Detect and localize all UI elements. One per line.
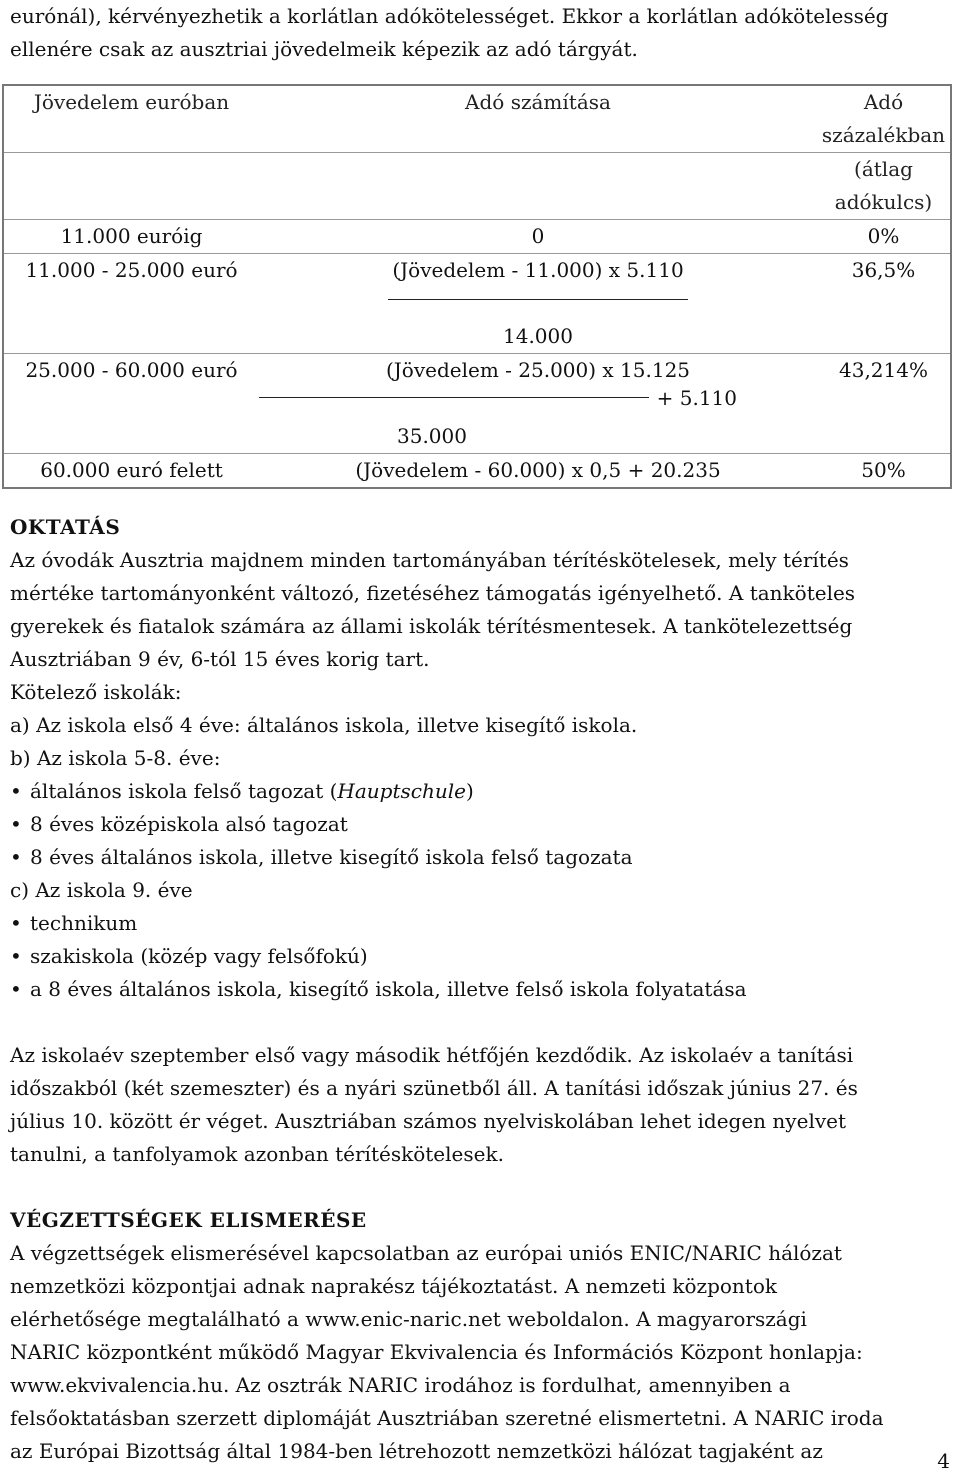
header-income: Jövedelem euróban [3, 85, 259, 153]
row-calc [259, 254, 817, 288]
text-line: időszakból (két szemeszter) és a nyári szünetből áll. A tanítási időszak június 27. és [10, 1076, 858, 1100]
list-item: • 8 éves általános iskola, illetve kisegítő iskola felső tagozata [10, 841, 950, 874]
table-row [3, 254, 951, 288]
table-row [3, 454, 951, 489]
iskolaev-paragraph [10, 1039, 950, 1171]
text-line: mértéke tartományonként változó, fizetéséhez támogatás igényelhető. A tanköteles [10, 581, 856, 605]
row-pct: 0% [817, 220, 951, 254]
text-line: gyerekek és fiatalok számára az állami iskolák térítésmentesek. A tankötelezettség [10, 614, 853, 638]
row-calc-denominator: 35.000 [259, 420, 817, 454]
text-line: tanulni, a tanfolyamok azonban térítéskötelesek. [10, 1142, 504, 1166]
table-header-row-2 [3, 153, 951, 220]
list-a: a) Az iskola első 4 éve: általános iskola, illetve kisegítő iskola. [10, 713, 638, 737]
row-income: 11.000 - 25.000 euró [25, 258, 238, 282]
row-pct: 43,214% [839, 358, 928, 382]
header-pct [817, 85, 951, 153]
row-income: 60.000 euró felett [3, 454, 259, 489]
list-item: • általános iskola felső tagozat (Hauptschule) [10, 775, 950, 808]
section-heading-oktatas: OKTATÁS [10, 515, 121, 539]
text-line: július 10. között ér véget. Ausztriában számos nyelviskolában lehet idegen nyelvet [10, 1109, 847, 1133]
intro-line-1: eurónál), kérvényezhetik a korlátlan adókötelességet. Ekkor a korlátlan adókötelesség [10, 4, 889, 28]
list-c: c) Az iskola 9. éve [10, 878, 193, 902]
header-pct-line1: Adó százalékban [821, 90, 946, 147]
row-income: 11.000 euróig [3, 220, 259, 254]
row-calc: 0 [259, 220, 817, 254]
oktatas-paragraph [10, 544, 950, 676]
table-row [3, 354, 951, 388]
text-line: Az óvodák Ausztria majdnem minden tartományában térítéskötelesek, mely térítés [10, 548, 849, 572]
text-line: NARIC központként működő Magyar Ekvivalencia és Információs Központ honlapja: [10, 1340, 863, 1364]
fraction-line [259, 386, 737, 410]
row-pct: 36,5% [851, 258, 916, 282]
text-line: az Európai Bizottság által 1984-ben létrehozott nemzetközi hálózat tagjaként az [10, 1439, 823, 1463]
row-pct: 50% [817, 454, 951, 489]
text-line: Ausztriában 9 év, 6-tól 15 éves korig tart. [10, 647, 430, 671]
text-line: elérhetősége megtalálható a www.enic-naric.net weboldalon. A magyarországi [10, 1307, 807, 1331]
header-calc: Adó számítása [259, 85, 817, 153]
intro-line-2: ellenére csak az ausztriai jövedelmeik képezik az adó tárgyát. [10, 37, 638, 61]
text-line: Az iskolaév szeptember első vagy második hétfőjén kezdődik. Az iskolaév a tanítási [10, 1043, 854, 1067]
hauptschule-italic: Hauptschule [337, 779, 466, 803]
table-header-row [3, 85, 951, 153]
intro-paragraph [10, 0, 950, 66]
section-heading-vegzettsegek: VÉGZETTSÉGEK ELISMERÉSE [10, 1208, 367, 1232]
list-item: • technikum [10, 907, 950, 940]
tax-table [2, 84, 952, 489]
table-row [3, 220, 951, 254]
list-item: • 8 éves középiskola alsó tagozat [10, 808, 950, 841]
list-b: b) Az iskola 5-8. éve: [10, 746, 221, 770]
fraction-line [388, 299, 688, 300]
row-calc-denominator: 14.000 [259, 320, 817, 354]
page-number: 4 [937, 1449, 950, 1473]
list-item: • a 8 éves általános iskola, kisegítő iskola, illetve felső iskola folyatatása [10, 973, 950, 1006]
vegzettsegek-paragraph [10, 1237, 950, 1468]
kotelezo-label: Kötelező iskolák: [10, 680, 182, 704]
document-page [10, 0, 950, 1468]
text-line: felsőoktatásban szerzett diplomáját Ausztriában szeretné elismertetni. A NARIC iroda [10, 1406, 884, 1430]
header-pct-line2: (átlag adókulcs) [817, 153, 951, 220]
row-calc: (Jövedelem - 25.000) x 15.125 [385, 358, 691, 382]
text-line: A végzettségek elismerésével kapcsolatban az európai uniós ENIC/NARIC hálózat [10, 1241, 842, 1265]
text-line: nemzetközi központjai adnak naprakész tájékoztatást. A nemzeti központok [10, 1274, 777, 1298]
row-calc-numerator: (Jövedelem - 11.000) x 5.110 [392, 258, 684, 282]
row-calc: (Jövedelem - 60.000) x 0,5 + 20.235 [259, 454, 817, 489]
text-line: www.ekvivalencia.hu. Az osztrák NARIC irodához is fordulhat, amennyiben a [10, 1373, 791, 1397]
row-calc-plus: + 5.110 [656, 386, 737, 410]
row-income: 25.000 - 60.000 euró [25, 358, 238, 382]
list-item: • szakiskola (közép vagy felsőfokú) [10, 940, 950, 973]
